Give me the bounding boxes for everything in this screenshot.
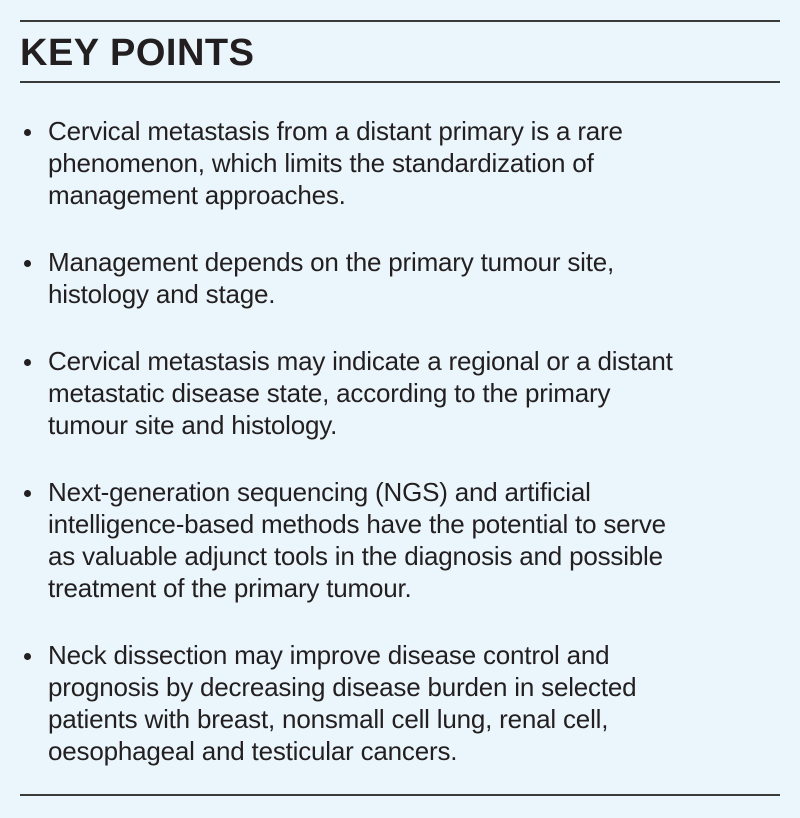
item-line: as valuable adjunct tools in the diagnosis and possible bbox=[48, 541, 663, 571]
key-points-list bbox=[20, 115, 790, 802]
bullet-icon bbox=[24, 490, 31, 497]
item-line: histology and stage. bbox=[48, 279, 276, 309]
item-line: Next-generation sequencing (NGS) and artificial bbox=[48, 477, 591, 507]
item-line: patients with breast, nonsmall cell lung, renal cell, bbox=[48, 704, 609, 734]
bottom-divider bbox=[20, 794, 780, 796]
list-item bbox=[20, 246, 790, 310]
item-line: Neck dissection may improve disease control and bbox=[48, 640, 610, 670]
item-line: treatment of the primary tumour. bbox=[48, 573, 412, 603]
key-points-heading: KEY POINTS bbox=[20, 32, 255, 74]
item-line: management approaches. bbox=[48, 180, 346, 210]
item-line: Management depends on the primary tumour site, bbox=[48, 247, 614, 277]
bullet-icon bbox=[24, 260, 31, 267]
top-divider bbox=[20, 20, 780, 22]
item-line: Cervical metastasis may indicate a regional or a distant bbox=[48, 346, 673, 376]
bullet-icon bbox=[24, 129, 31, 136]
item-line: phenomenon, which limits the standardization of bbox=[48, 148, 594, 178]
list-item bbox=[20, 345, 790, 441]
item-line: prognosis by decreasing disease burden in selected bbox=[48, 672, 637, 702]
list-item bbox=[20, 476, 790, 604]
item-line: tumour site and histology. bbox=[48, 410, 338, 440]
heading-divider bbox=[20, 81, 780, 83]
item-line: oesophageal and testicular cancers. bbox=[48, 736, 458, 766]
item-line: intelligence-based methods have the potential to serve bbox=[48, 509, 666, 539]
item-line: metastatic disease state, according to the primary bbox=[48, 378, 611, 408]
list-item bbox=[20, 639, 790, 767]
bullet-icon bbox=[24, 653, 31, 660]
item-line: Cervical metastasis from a distant primary is a rare bbox=[48, 116, 623, 146]
bullet-icon bbox=[24, 359, 31, 366]
list-item bbox=[20, 115, 790, 211]
